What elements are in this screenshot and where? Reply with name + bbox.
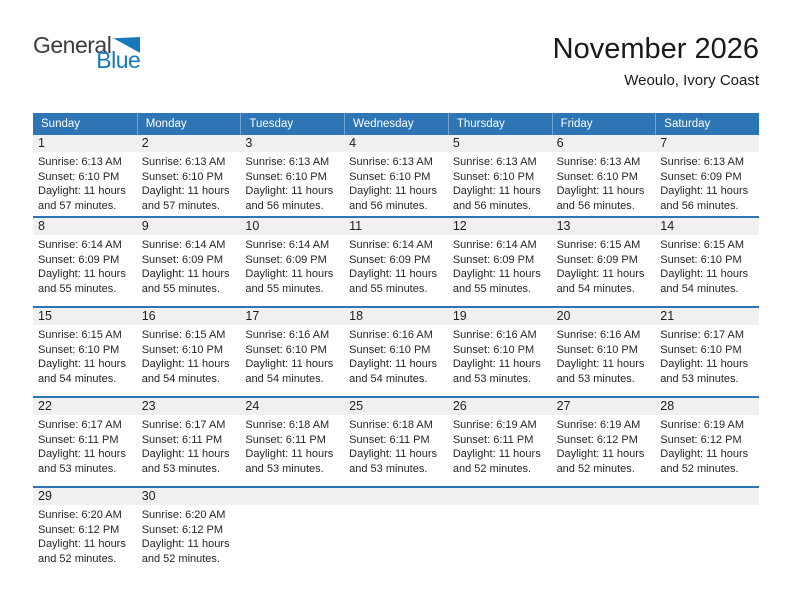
weekday-header-sunday: Sunday bbox=[41, 118, 81, 130]
sunrise-text: Sunrise: 6:20 AM bbox=[38, 509, 122, 521]
day-details bbox=[137, 415, 241, 476]
weekday-header-wednesday: Wednesday bbox=[344, 113, 448, 135]
daylight-minutes-text: and 53 minutes. bbox=[245, 462, 324, 475]
calendar-day-cell bbox=[240, 135, 344, 216]
daylight-hours-text: Daylight: 11 hours bbox=[349, 358, 437, 370]
daylight-minutes-text: and 55 minutes. bbox=[349, 282, 428, 295]
week-row bbox=[33, 135, 759, 216]
sunrise-text: Sunrise: 6:14 AM bbox=[349, 239, 433, 251]
sunset-text: Sunset: 6:11 PM bbox=[245, 433, 326, 446]
sunset-text: Sunset: 6:09 PM bbox=[556, 253, 638, 266]
sunset-text: Sunset: 6:10 PM bbox=[660, 343, 742, 356]
sunset-text: Sunset: 6:09 PM bbox=[38, 253, 120, 266]
sunrise-text: Sunrise: 6:18 AM bbox=[349, 419, 433, 431]
sunset-text: Sunset: 6:10 PM bbox=[38, 343, 120, 356]
daylight-hours-text: Daylight: 11 hours bbox=[38, 538, 126, 550]
day-number: 11 bbox=[344, 218, 448, 235]
daylight-hours-text: Daylight: 11 hours bbox=[556, 448, 645, 460]
daylight-minutes-text: and 54 minutes. bbox=[141, 372, 220, 385]
day-details bbox=[137, 505, 241, 566]
day-number: 6 bbox=[552, 135, 656, 152]
day-number: 25 bbox=[344, 398, 448, 415]
daylight-hours-text: Daylight: 11 hours bbox=[141, 268, 230, 280]
empty-day-strip bbox=[448, 488, 552, 505]
day-details bbox=[240, 415, 344, 476]
day-details bbox=[655, 152, 759, 213]
sunset-text: Sunset: 6:10 PM bbox=[556, 343, 638, 356]
calendar-empty-cell bbox=[552, 488, 656, 576]
daylight-hours-text: Daylight: 11 hours bbox=[349, 448, 437, 460]
daylight-hours-text: Daylight: 11 hours bbox=[245, 358, 334, 370]
sunrise-text: Sunrise: 6:19 AM bbox=[660, 419, 745, 431]
day-details bbox=[344, 235, 448, 296]
day-number: 16 bbox=[137, 308, 241, 325]
sunset-text: Sunset: 6:11 PM bbox=[141, 433, 223, 446]
daylight-hours-text: Daylight: 11 hours bbox=[349, 185, 437, 197]
calendar-day-cell bbox=[137, 398, 241, 486]
calendar-empty-cell bbox=[448, 488, 552, 576]
sunrise-text: Sunrise: 6:15 AM bbox=[38, 329, 122, 341]
day-number: 10 bbox=[240, 218, 344, 235]
day-number: 20 bbox=[552, 308, 656, 325]
calendar-day-cell bbox=[344, 398, 448, 486]
sunset-text: Sunset: 6:11 PM bbox=[349, 433, 430, 446]
sunset-text: Sunset: 6:10 PM bbox=[38, 170, 120, 183]
sunset-text: Sunset: 6:09 PM bbox=[452, 253, 535, 266]
calendar-empty-cell bbox=[344, 488, 448, 576]
sunrise-text: Sunrise: 6:16 AM bbox=[556, 329, 641, 341]
day-details bbox=[137, 235, 241, 296]
sunset-text: Sunset: 6:10 PM bbox=[452, 343, 535, 356]
sunrise-text: Sunrise: 6:13 AM bbox=[660, 156, 745, 168]
calendar-empty-cell bbox=[655, 488, 759, 576]
calendar-empty-cell bbox=[240, 488, 344, 576]
day-number: 14 bbox=[655, 218, 759, 235]
daylight-minutes-text: and 55 minutes. bbox=[38, 282, 117, 295]
sunset-text: Sunset: 6:10 PM bbox=[141, 170, 224, 183]
daylight-hours-text: Daylight: 11 hours bbox=[660, 268, 749, 280]
calendar bbox=[33, 113, 759, 576]
day-number: 23 bbox=[137, 398, 241, 415]
day-number: 18 bbox=[344, 308, 448, 325]
sunrise-text: Sunrise: 6:14 AM bbox=[452, 239, 537, 251]
sunset-text: Sunset: 6:10 PM bbox=[452, 170, 535, 183]
daylight-minutes-text: and 55 minutes. bbox=[141, 282, 220, 295]
daylight-minutes-text: and 56 minutes. bbox=[349, 199, 428, 212]
daylight-minutes-text: and 57 minutes. bbox=[141, 199, 220, 212]
daylight-hours-text: Daylight: 11 hours bbox=[141, 448, 230, 460]
sunrise-text: Sunrise: 6:13 AM bbox=[245, 156, 330, 168]
calendar-day-cell bbox=[33, 398, 137, 486]
day-details bbox=[552, 235, 656, 296]
calendar-day-cell bbox=[552, 398, 656, 486]
sunrise-text: Sunrise: 6:15 AM bbox=[660, 239, 745, 251]
sunrise-text: Sunrise: 6:19 AM bbox=[452, 419, 537, 431]
calendar-day-cell bbox=[137, 135, 241, 216]
daylight-minutes-text: and 53 minutes. bbox=[452, 372, 532, 385]
day-number: 21 bbox=[655, 308, 759, 325]
calendar-day-cell bbox=[33, 308, 137, 396]
daylight-hours-text: Daylight: 11 hours bbox=[660, 448, 749, 460]
daylight-minutes-text: and 54 minutes. bbox=[38, 372, 117, 385]
calendar-day-cell bbox=[137, 308, 241, 396]
day-number: 30 bbox=[137, 488, 241, 505]
daylight-hours-text: Daylight: 11 hours bbox=[556, 185, 645, 197]
sunrise-text: Sunrise: 6:17 AM bbox=[660, 329, 745, 341]
general-blue-logo bbox=[33, 34, 140, 72]
sunset-text: Sunset: 6:10 PM bbox=[349, 343, 431, 356]
sunrise-text: Sunrise: 6:15 AM bbox=[141, 329, 226, 341]
day-number: 4 bbox=[344, 135, 448, 152]
sunset-text: Sunset: 6:12 PM bbox=[141, 523, 224, 536]
sunrise-text: Sunrise: 6:17 AM bbox=[38, 419, 122, 431]
sunset-text: Sunset: 6:12 PM bbox=[660, 433, 742, 446]
daylight-hours-text: Daylight: 11 hours bbox=[245, 448, 334, 460]
calendar-grid bbox=[33, 135, 759, 576]
sunset-text: Sunset: 6:12 PM bbox=[556, 433, 638, 446]
sunrise-text: Sunrise: 6:19 AM bbox=[556, 419, 641, 431]
day-number: 24 bbox=[240, 398, 344, 415]
daylight-minutes-text: and 53 minutes. bbox=[660, 372, 739, 385]
daylight-hours-text: Daylight: 11 hours bbox=[349, 268, 437, 280]
calendar-day-cell bbox=[137, 218, 241, 306]
sunset-text: Sunset: 6:09 PM bbox=[245, 253, 327, 266]
daylight-hours-text: Daylight: 11 hours bbox=[452, 185, 541, 197]
sunrise-text: Sunrise: 6:17 AM bbox=[141, 419, 226, 431]
empty-day-strip bbox=[552, 488, 656, 505]
daylight-hours-text: Daylight: 11 hours bbox=[245, 268, 334, 280]
day-details bbox=[448, 415, 552, 476]
calendar-day-cell bbox=[33, 135, 137, 216]
day-details bbox=[240, 235, 344, 296]
sunrise-text: Sunrise: 6:16 AM bbox=[245, 329, 330, 341]
sunrise-text: Sunrise: 6:14 AM bbox=[38, 239, 122, 251]
sunrise-text: Sunrise: 6:18 AM bbox=[245, 419, 330, 431]
day-details bbox=[448, 325, 552, 386]
sunrise-text: Sunrise: 6:14 AM bbox=[141, 239, 226, 251]
top-bar bbox=[33, 0, 759, 104]
sunset-text: Sunset: 6:10 PM bbox=[556, 170, 638, 183]
daylight-hours-text: Daylight: 11 hours bbox=[38, 185, 126, 197]
daylight-hours-text: Daylight: 11 hours bbox=[452, 448, 541, 460]
calendar-day-cell bbox=[448, 135, 552, 216]
day-number: 2 bbox=[137, 135, 241, 152]
weekday-header-thursday: Thursday bbox=[448, 113, 552, 135]
day-number: 7 bbox=[655, 135, 759, 152]
day-details bbox=[240, 325, 344, 386]
daylight-hours-text: Daylight: 11 hours bbox=[452, 358, 541, 370]
calendar-day-cell bbox=[448, 308, 552, 396]
day-number: 28 bbox=[655, 398, 759, 415]
day-number: 1 bbox=[33, 135, 137, 152]
calendar-day-cell bbox=[33, 218, 137, 306]
daylight-hours-text: Daylight: 11 hours bbox=[245, 185, 334, 197]
day-number: 29 bbox=[33, 488, 137, 505]
weekday-header-friday: Friday bbox=[552, 113, 656, 135]
sunset-text: Sunset: 6:09 PM bbox=[660, 170, 742, 183]
weekday-header-monday: Monday bbox=[137, 113, 241, 135]
day-details bbox=[137, 325, 241, 386]
day-number: 15 bbox=[33, 308, 137, 325]
day-details bbox=[33, 235, 137, 296]
daylight-hours-text: Daylight: 11 hours bbox=[38, 358, 126, 370]
page-title: November 2026 bbox=[552, 33, 759, 65]
daylight-hours-text: Daylight: 11 hours bbox=[660, 185, 749, 197]
day-details bbox=[552, 415, 656, 476]
daylight-minutes-text: and 53 minutes. bbox=[141, 462, 220, 475]
daylight-minutes-text: and 54 minutes. bbox=[349, 372, 428, 385]
sunrise-text: Sunrise: 6:16 AM bbox=[349, 329, 433, 341]
daylight-hours-text: Daylight: 11 hours bbox=[141, 358, 230, 370]
sunrise-text: Sunrise: 6:13 AM bbox=[452, 156, 537, 168]
daylight-minutes-text: and 52 minutes. bbox=[452, 462, 532, 475]
sunset-text: Sunset: 6:09 PM bbox=[141, 253, 224, 266]
calendar-day-cell bbox=[448, 218, 552, 306]
daylight-minutes-text: and 56 minutes. bbox=[245, 199, 324, 212]
calendar-day-cell bbox=[240, 398, 344, 486]
daylight-minutes-text: and 54 minutes. bbox=[556, 282, 635, 295]
calendar-day-cell bbox=[344, 135, 448, 216]
calendar-day-cell bbox=[240, 308, 344, 396]
calendar-day-cell bbox=[137, 488, 241, 576]
week-row bbox=[33, 396, 759, 486]
weekday-header-row bbox=[33, 113, 759, 135]
day-number: 22 bbox=[33, 398, 137, 415]
day-number: 17 bbox=[240, 308, 344, 325]
daylight-minutes-text: and 56 minutes. bbox=[452, 199, 532, 212]
day-number: 5 bbox=[448, 135, 552, 152]
calendar-day-cell bbox=[344, 308, 448, 396]
daylight-minutes-text: and 56 minutes. bbox=[660, 199, 739, 212]
week-row bbox=[33, 486, 759, 576]
daylight-hours-text: Daylight: 11 hours bbox=[452, 268, 541, 280]
logo-general-text: General bbox=[33, 32, 112, 58]
empty-day-strip bbox=[240, 488, 344, 505]
sunrise-text: Sunrise: 6:13 AM bbox=[349, 156, 433, 168]
day-details bbox=[33, 325, 137, 386]
daylight-minutes-text: and 54 minutes. bbox=[245, 372, 324, 385]
daylight-hours-text: Daylight: 11 hours bbox=[141, 185, 230, 197]
daylight-minutes-text: and 52 minutes. bbox=[660, 462, 739, 475]
daylight-minutes-text: and 54 minutes. bbox=[660, 282, 739, 295]
daylight-minutes-text: and 53 minutes. bbox=[38, 462, 117, 475]
day-details bbox=[655, 235, 759, 296]
calendar-day-cell bbox=[33, 488, 137, 576]
calendar-day-cell bbox=[655, 135, 759, 216]
empty-day-strip bbox=[344, 488, 448, 505]
logo-blue-text: Blue bbox=[96, 47, 141, 73]
calendar-day-cell bbox=[240, 218, 344, 306]
title-block bbox=[553, 34, 759, 89]
daylight-hours-text: Daylight: 11 hours bbox=[556, 358, 645, 370]
daylight-minutes-text: and 52 minutes. bbox=[38, 552, 117, 565]
sunset-text: Sunset: 6:12 PM bbox=[38, 523, 120, 536]
sunrise-text: Sunrise: 6:20 AM bbox=[141, 509, 226, 521]
sunset-text: Sunset: 6:09 PM bbox=[349, 253, 431, 266]
calendar-day-cell bbox=[552, 135, 656, 216]
day-details bbox=[33, 415, 137, 476]
day-details bbox=[33, 505, 137, 566]
day-number: 13 bbox=[552, 218, 656, 235]
sunrise-text: Sunrise: 6:15 AM bbox=[556, 239, 641, 251]
calendar-day-cell bbox=[552, 308, 656, 396]
week-row bbox=[33, 306, 759, 396]
sunrise-text: Sunrise: 6:13 AM bbox=[556, 156, 641, 168]
day-number: 26 bbox=[448, 398, 552, 415]
calendar-day-cell bbox=[655, 398, 759, 486]
daylight-hours-text: Daylight: 11 hours bbox=[38, 448, 126, 460]
empty-day-strip bbox=[655, 488, 759, 505]
sunrise-text: Sunrise: 6:16 AM bbox=[452, 329, 537, 341]
week-row bbox=[33, 216, 759, 306]
daylight-minutes-text: and 57 minutes. bbox=[38, 199, 117, 212]
sunrise-text: Sunrise: 6:14 AM bbox=[245, 239, 330, 251]
day-details bbox=[655, 415, 759, 476]
sunset-text: Sunset: 6:10 PM bbox=[660, 253, 742, 266]
daylight-minutes-text: and 55 minutes. bbox=[245, 282, 324, 295]
day-number: 27 bbox=[552, 398, 656, 415]
daylight-minutes-text: and 53 minutes. bbox=[556, 372, 635, 385]
daylight-hours-text: Daylight: 11 hours bbox=[556, 268, 645, 280]
daylight-hours-text: Daylight: 11 hours bbox=[660, 358, 749, 370]
calendar-day-cell bbox=[448, 398, 552, 486]
sunset-text: Sunset: 6:10 PM bbox=[349, 170, 431, 183]
sunset-text: Sunset: 6:11 PM bbox=[38, 433, 119, 446]
day-details bbox=[240, 152, 344, 213]
page-subtitle: Weoulo, Ivory Coast bbox=[624, 72, 759, 90]
calendar-day-cell bbox=[655, 308, 759, 396]
day-number: 3 bbox=[240, 135, 344, 152]
day-details bbox=[33, 152, 137, 213]
day-number: 19 bbox=[448, 308, 552, 325]
day-details bbox=[655, 325, 759, 386]
day-number: 12 bbox=[448, 218, 552, 235]
day-details bbox=[448, 235, 552, 296]
sunset-text: Sunset: 6:11 PM bbox=[452, 433, 534, 446]
sunset-text: Sunset: 6:10 PM bbox=[141, 343, 224, 356]
sunset-text: Sunset: 6:10 PM bbox=[245, 170, 327, 183]
daylight-minutes-text: and 53 minutes. bbox=[349, 462, 428, 475]
calendar-day-cell bbox=[344, 218, 448, 306]
daylight-minutes-text: and 55 minutes. bbox=[452, 282, 532, 295]
calendar-day-cell bbox=[552, 218, 656, 306]
day-number: 8 bbox=[33, 218, 137, 235]
daylight-hours-text: Daylight: 11 hours bbox=[38, 268, 126, 280]
day-details bbox=[344, 415, 448, 476]
weekday-header-tuesday: Tuesday bbox=[240, 113, 344, 135]
day-details bbox=[344, 325, 448, 386]
daylight-hours-text: Daylight: 11 hours bbox=[141, 538, 230, 550]
daylight-minutes-text: and 52 minutes. bbox=[556, 462, 635, 475]
weekday-header-saturday: Saturday bbox=[655, 113, 759, 135]
day-details bbox=[344, 152, 448, 213]
day-details bbox=[448, 152, 552, 213]
sunrise-text: Sunrise: 6:13 AM bbox=[38, 156, 122, 168]
day-details bbox=[552, 152, 656, 213]
daylight-minutes-text: and 56 minutes. bbox=[556, 199, 635, 212]
sunrise-text: Sunrise: 6:13 AM bbox=[141, 156, 226, 168]
day-details bbox=[137, 152, 241, 213]
sunset-text: Sunset: 6:10 PM bbox=[245, 343, 327, 356]
day-details bbox=[552, 325, 656, 386]
daylight-minutes-text: and 52 minutes. bbox=[141, 552, 220, 565]
calendar-day-cell bbox=[655, 218, 759, 306]
day-number: 9 bbox=[137, 218, 241, 235]
